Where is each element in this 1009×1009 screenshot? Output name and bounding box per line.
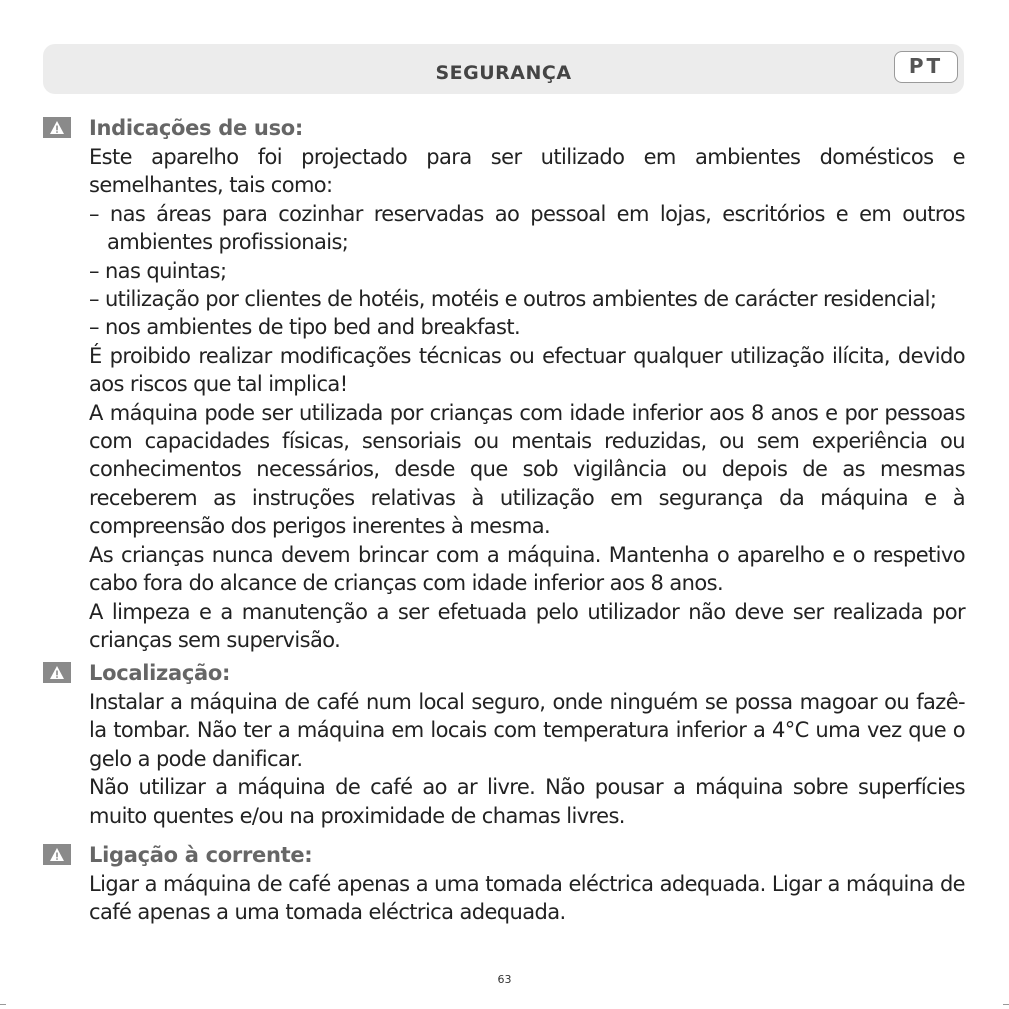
warning-triangle-icon: [43, 662, 71, 683]
paragraph: A máquina pode ser utilizada por crianças com idade inferior aos 8 anos e por pessoas com capacidades físicas, sensoriais ou mentais reduzidas, ou sem experiência ou conhecimentos necessários, desde que sob vigilância ou depois de as mesmas receberem as instruções relativas à utilização em segurança da máquina e à compreensão dos perigos inerentes à mesma.: [89, 400, 965, 539]
list-item: – nas áreas para cozinhar reservadas ao pessoal em lojas, escritórios e em outros ambientes profissionais;: [89, 201, 965, 255]
warning-triangle-icon: [43, 844, 71, 865]
section-power-connection: [89, 841, 965, 927]
intro-paragraph: Este aparelho foi projectado para ser utilizado em ambientes domésticos e semelhantes, tais como:: [89, 145, 965, 198]
page-number: 63: [497, 973, 512, 986]
paragraph: Não utilizar a máquina de café ao ar livre. Não pousar a máquina sobre superfícies muito quentes e/ou na proximidade de chamas livres.: [89, 775, 965, 828]
page-title: SEGURANÇA: [435, 62, 572, 84]
section-title: Ligação à corrente:: [89, 843, 313, 867]
section-title: Indicações de uso:: [89, 116, 304, 140]
list-item: – utilização por clientes de hotéis, motéis e outros ambientes de carácter residencial;: [89, 287, 937, 312]
paragraph: As crianças nunca devem brincar com a máquina. Mantenha o aparelho e o respetivo cabo fora do alcance de crianças com idade inferior aos 8 anos.: [89, 542, 965, 596]
list-item: – nos ambientes de tipo bed and breakfast.: [89, 315, 521, 340]
paragraph: Instalar a máquina de café num local seguro, onde ninguém se possa magoar ou fazê-la tombar. Não ter a máquina em locais com temperatura inferior a 4°C uma vez que o gelo a pode danificar.: [89, 690, 965, 771]
crop-mark: [1003, 1004, 1009, 1005]
paragraph: Ligar a máquina de café apenas a uma tomada eléctrica adequada. Ligar a máquina de café apenas a uma tomada eléctrica adequada.: [89, 872, 965, 925]
paragraph: A limpeza e a manutenção a ser efetuada pelo utilizador não deve ser realizada por crianças sem supervisão.: [89, 599, 965, 652]
section-title: Localização:: [89, 661, 231, 685]
section-usage: [89, 114, 965, 654]
paragraph: É proibido realizar modificações técnicas ou efectuar qualquer utilização ilícita, devido aos riscos que tal implica!: [89, 343, 965, 397]
section-location: [89, 659, 965, 830]
crop-mark: [0, 1004, 6, 1005]
warning-triangle-icon: [43, 117, 71, 138]
list-item: – nas quintas;: [89, 258, 227, 283]
page-header: [43, 44, 964, 94]
language-badge: PT: [894, 51, 958, 83]
